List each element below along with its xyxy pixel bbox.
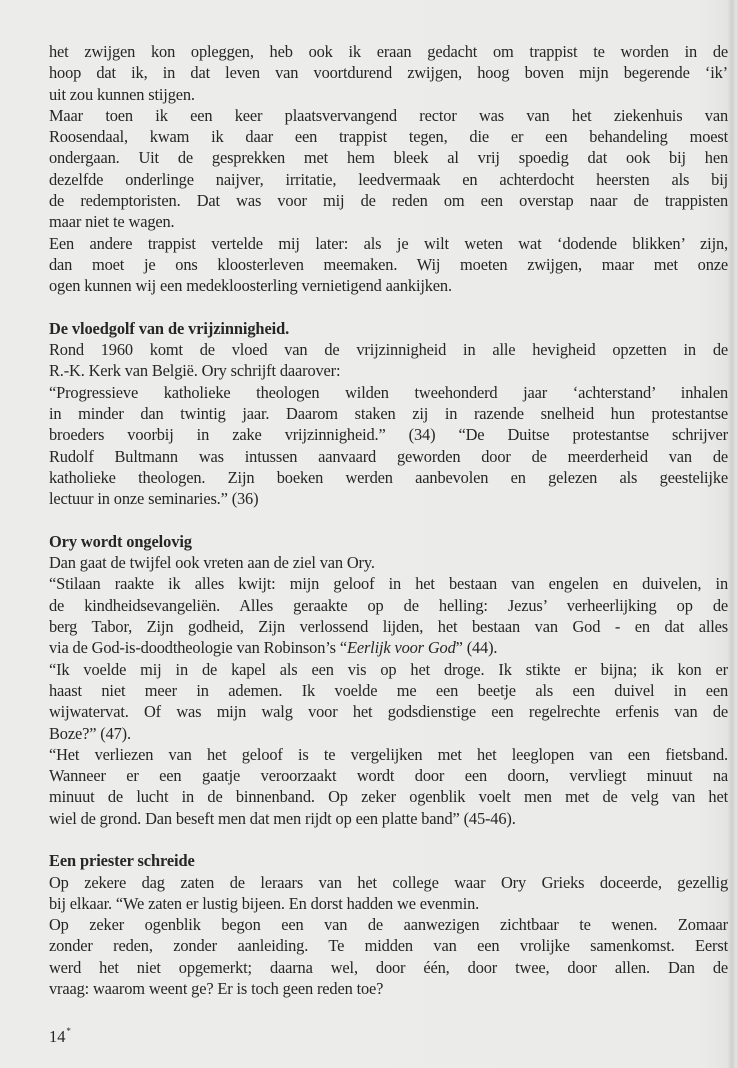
paragraph xyxy=(49,233,728,297)
text-line: Boze?” (47). xyxy=(49,723,131,743)
spacer xyxy=(49,829,728,850)
text-line: Rudolf Bultmann was intussen aanvaard geworden door de meerderheid van de xyxy=(49,446,728,466)
section xyxy=(49,829,728,999)
section-heading: Een priester schreide xyxy=(49,851,195,871)
page-body xyxy=(49,41,728,999)
spacer xyxy=(49,510,728,531)
text-line: hoop dat ik, in dat leven van voortdurend zwijgen, hoog boven mijn begerende ‘ik’ xyxy=(49,63,728,83)
text-line: Roosendaal, kwam ik daar een trappist tegen, die er een behandeling moest xyxy=(49,127,728,147)
paragraph xyxy=(49,552,728,573)
text-line: “Stilaan raakte ik alles kwijt: mijn geloof in het bestaan van engelen en duivelen, in xyxy=(49,574,728,594)
page-number-text: 14 xyxy=(49,1027,66,1046)
text-line: “Progressieve katholieke theologen wilden tweehonderd jaar ‘achterstand’ inhalen xyxy=(49,382,728,402)
section xyxy=(49,41,728,297)
text-segment: ” (44). xyxy=(455,638,498,658)
text-line: het zwijgen kon opleggen, heb ook ik eraan gedacht om trappist te worden in de xyxy=(49,42,728,61)
text-line xyxy=(49,637,728,658)
section-heading: De vloedgolf van de vrijzinnigheid. xyxy=(49,318,290,338)
text-line: dezelfde onderlinge naijver, irritatie, leedvermaak en achterdocht heersten als bij xyxy=(49,169,728,189)
text-line: broeders voorbij in zake vrijzinnigheid.” (34) “De Duitse protestantse schrijver xyxy=(49,425,728,445)
spacer xyxy=(49,297,728,318)
text-line: “Ik voelde mij in de kapel als een vis op het droge. Ik stikte er bijna; ik kon er xyxy=(49,659,728,679)
text-line: lectuur in onze seminaries.” (36) xyxy=(49,489,259,509)
text-line: haast niet meer in ademen. Ik voelde me een beetje als een duivel in een xyxy=(49,680,728,700)
text-line: in minder dan twintig jaar. Daarom staken zij in razende snelheid hun protestantse xyxy=(49,404,728,424)
text-line: Dan gaat de twijfel ook vreten aan de ziel van Ory. xyxy=(49,553,375,573)
text-line: minuut de lucht in de binnenband. Op zeker ogenblik voelt men met de velg van het xyxy=(49,787,728,807)
paragraph xyxy=(49,659,728,744)
paragraph xyxy=(49,339,728,382)
text-line: Op zeker ogenblik begon een van de aanwezigen zichtbaar te wenen. Zomaar xyxy=(49,915,728,935)
paragraph xyxy=(49,41,728,105)
text-line: bij elkaar. “We zaten er lustig bijeen. En dorst hadden we evenmin. xyxy=(49,893,480,913)
text-segment: via de God-is-doodtheologie van Robinson’s “ xyxy=(49,638,347,658)
paragraph xyxy=(49,105,728,233)
text-line: Maar toen ik een keer plaatsvervangend rector was van het ziekenhuis van xyxy=(49,105,728,125)
text-line: wijwatervat. Of was mijn walg voor het godsdienstige een regelrechte erfenis van de xyxy=(49,702,728,722)
text-line: zonder reden, zonder aanleiding. Te midden van een vrolijke samenkomst. Eerst xyxy=(49,936,728,956)
text-line: berg Tabor, Zijn godheid, Zijn verlossend lijden, het bestaan van God - en dat alles xyxy=(49,617,728,637)
text-line: vraag: waarom weent ge? Er is toch geen reden toe? xyxy=(49,979,384,999)
text-line: Rond 1960 komt de vloed van de vrijzinnigheid in alle hevigheid opzetten in de xyxy=(49,340,728,360)
section xyxy=(49,297,728,510)
book-title: Eerlijk voor God xyxy=(346,638,456,658)
page-number-mark: * xyxy=(66,1026,71,1036)
text-line: ogen kunnen wij een medekloosterling vernietigend aankijken. xyxy=(49,276,452,296)
text-line: de redemptoristen. Dat was voor mij de reden om een overstap naar de trappisten xyxy=(49,191,728,211)
text-line: uit zou kunnen stijgen. xyxy=(49,84,195,104)
text-line: R.-K. Kerk van België. Ory schrijft daarover: xyxy=(49,361,341,381)
text-line: katholieke theologen. Zijn boeken werden aanbevolen en gelezen als geestelijke xyxy=(49,467,728,487)
text-line: maar niet te wagen. xyxy=(49,212,175,232)
text-line: dan moet je ons kloosterleven meemaken. Wij moeten zwijgen, maar met onze xyxy=(49,254,728,274)
text-line: de kindheidsevangeliën. Alles geraakte op de helling: Jezus’ verheerlijking op de xyxy=(49,595,728,615)
paragraph xyxy=(49,744,728,829)
paragraph xyxy=(49,382,728,510)
page-number xyxy=(49,1021,71,1047)
paragraph xyxy=(49,914,728,999)
section xyxy=(49,510,728,829)
text-line: werd het niet opgemerkt; daarna wel, door één, door twee, door allen. Dan de xyxy=(49,957,728,977)
text-line: ondergaan. Uit de gesprekken met hem bleek al vrij spoedig dat ook bij hen xyxy=(49,148,728,168)
text-line: Op zekere dag zaten de leraars van het college waar Ory Grieks doceerde, gezellig xyxy=(49,872,728,892)
paragraph xyxy=(49,872,728,915)
text-line: Wanneer er een gaatje veroorzaakt wordt door een doorn, vervliegt minuut na xyxy=(49,766,728,786)
paragraph xyxy=(49,573,728,658)
text-line: Een andere trappist vertelde mij later: als je wilt weten wat ‘dodende blikken’ zijn, xyxy=(49,233,728,253)
text-line: “Het verliezen van het geloof is te vergelijken met het leeglopen van een fietsband. xyxy=(49,744,728,764)
text-line: wiel de grond. Dan beseft men dat men rijdt op een platte band” (45-46). xyxy=(49,808,516,828)
section-heading: Ory wordt ongelovig xyxy=(49,531,192,551)
